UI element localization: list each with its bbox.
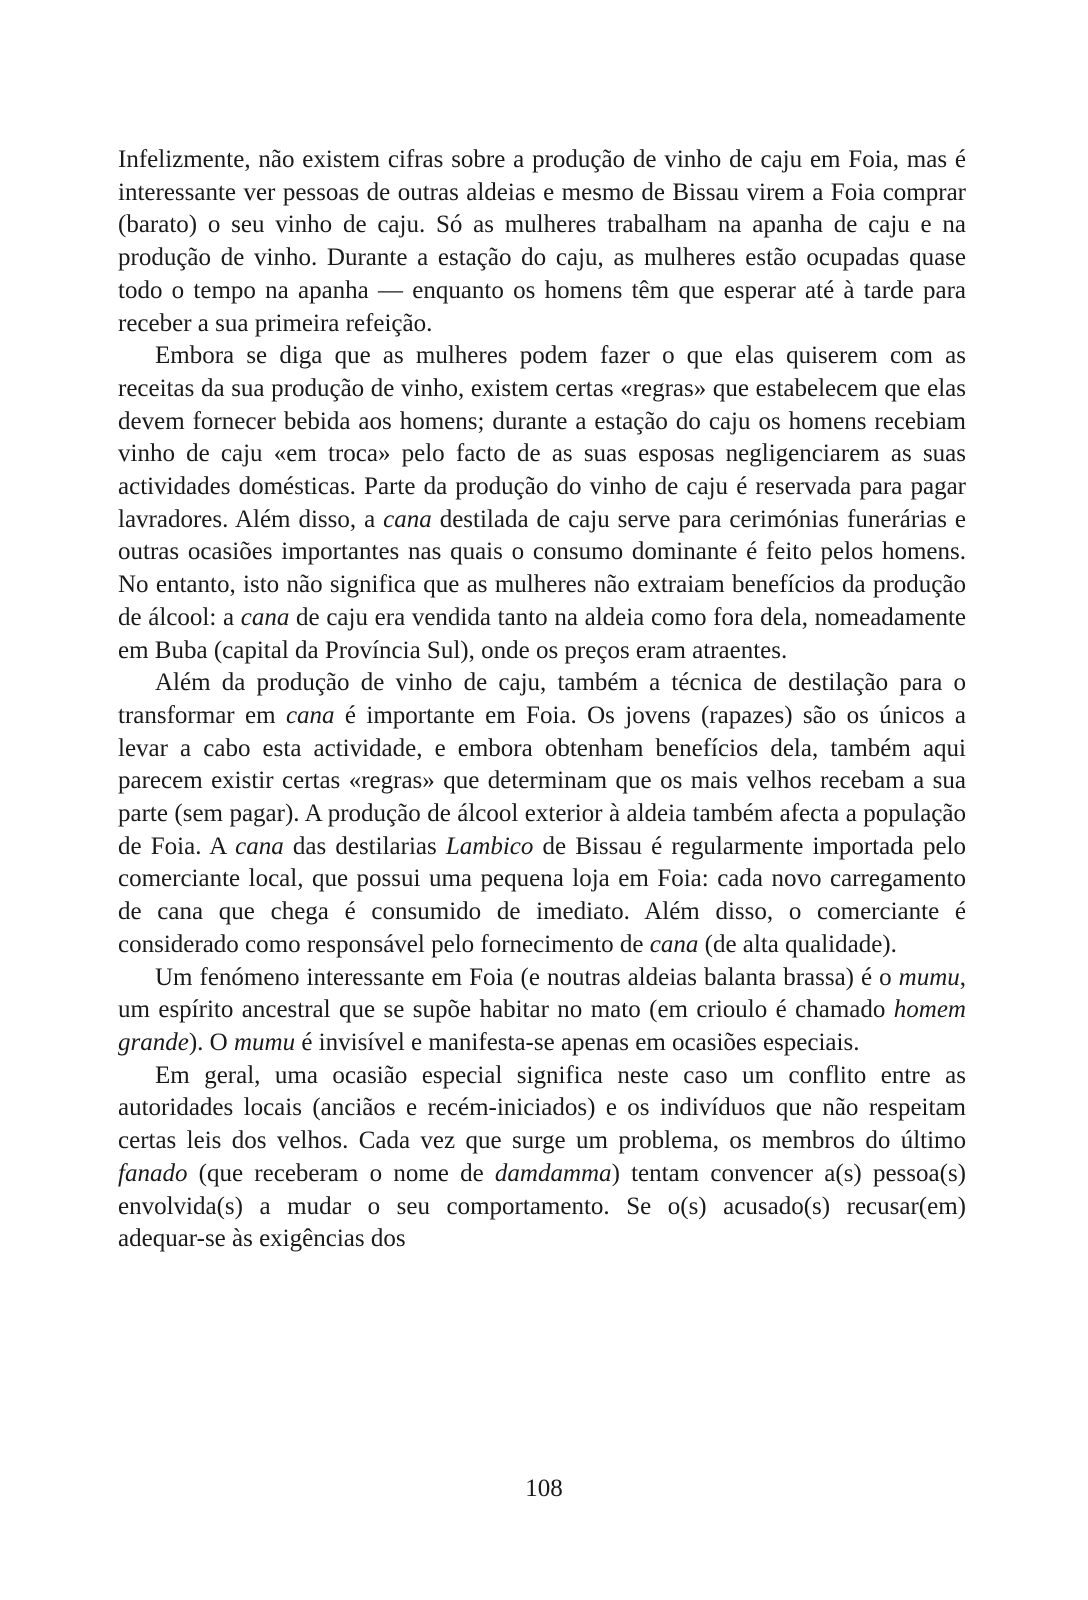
italic-term: cana — [649, 930, 699, 958]
italic-term: fanado — [118, 1159, 188, 1187]
paragraph-2 — [118, 340, 966, 667]
text-run: Além da produção de vinho de caju, também a técnica de destilação para o transformar em — [118, 669, 966, 729]
text-run: é importante em Foia. Os jovens (rapazes) são os únicos a levar a cabo esta actividade, e embora obtenham benefícios dela, também aqui parecem existir certas «regras» que determinam que os mais velhos recebam a sua parte (sem pagar). A produção de álcool exterior à aldeia também afecta a população de Foia. A — [118, 701, 967, 860]
italic-term: cana — [383, 505, 432, 533]
text-run: , um espírito ancestral que se supõe habitar no mato (em crioulo é chamado — [118, 963, 966, 1024]
text-run: (de alta qualidade). — [698, 930, 897, 958]
italic-term: mumu — [233, 1028, 296, 1056]
text-run: (que receberam o nome de — [187, 1159, 495, 1187]
text-run: Um fenómeno interessante em Foia (e noutras aldeias balanta brassa) é o — [155, 963, 899, 991]
text-run: Infelizmente, não existem cifras sobre a produção de vinho de caju em Foia, mas é interessante ver pessoas de outras aldeias e mesmo de Bissau virem a Foia comprar (barato) o seu vinho de caju. Só as mulheres trabalham na apanha de caju e na produção de vinho. Durante a estação do caju, as mulheres estão ocupadas quase todo o tempo na apanha — enquanto os homens têm que esperar até à tarde para receber a sua primeira refeição. — [118, 146, 966, 337]
text-run: Embora se diga que as mulheres podem fazer o que elas quiserem com as receitas da sua produção de vinho, existem certas «regras» que estabelecem que elas devem fornecer bebida aos homens; durante a estação do caju os homens recebiam vinho de caju «em troca» pelo facto de as suas esposas negligenciarem as suas actividades domésticas. Parte da produção do vinho de caju é reservada para pagar lavradores. Além disso, a — [118, 342, 966, 533]
paragraph-3 — [118, 667, 966, 961]
text-run: de Bissau é regularmente importada pelo comerciante local, que possui uma pequena loja em Foia: cada novo carregamento de cana que chega é consumido de imediato. Além disso, o comerciante é considerado como responsável pelo fornecimento de — [118, 832, 967, 958]
page-body — [118, 144, 966, 1256]
text-run: de caju era vendida tanto na aldeia como fora dela, nomeadamente em Buba (capital da Província Sul), onde os preços eram atraentes. — [118, 603, 966, 664]
italic-term: Lambico — [445, 832, 534, 860]
page-number: 108 — [525, 1475, 563, 1502]
italic-term: cana — [235, 832, 284, 860]
italic-term: cana — [240, 603, 290, 631]
text-run: ). O — [188, 1028, 234, 1056]
italic-term: cana — [285, 701, 335, 729]
text-run: Em geral, uma ocasião especial significa neste caso um conflito entre as autoridades locais (anciãos e recém-iniciados) e os indivíduos que não respeitam certas leis dos velhos. Cada vez que surge um problema, os membros do último — [118, 1061, 966, 1155]
text-run: destilada de caju serve para cerimónias funerárias e outras ocasiões importantes nas quais o consumo dominante é feito pelos homens. No entanto, isto não significa que as mulheres não extraiam benefícios da produção de álcool: a — [118, 505, 966, 631]
paragraph-1 — [118, 144, 966, 340]
italic-term: homem grande — [118, 996, 966, 1056]
text-run: ) tentam convencer a(s) pessoa(s) envolvida(s) a mudar o seu comportamento. Se o(s) acusado(s) recusar(em) adequar-se às exigências dos — [118, 1159, 966, 1253]
paragraph-5 — [118, 1060, 966, 1256]
paragraph-4 — [118, 962, 966, 1060]
italic-term: mumu — [898, 963, 960, 991]
text-run: das destilarias — [283, 832, 446, 860]
italic-term: damdamma — [494, 1159, 612, 1187]
text-run: é invisível e manifesta-se apenas em ocasiões especiais. — [295, 1028, 860, 1056]
